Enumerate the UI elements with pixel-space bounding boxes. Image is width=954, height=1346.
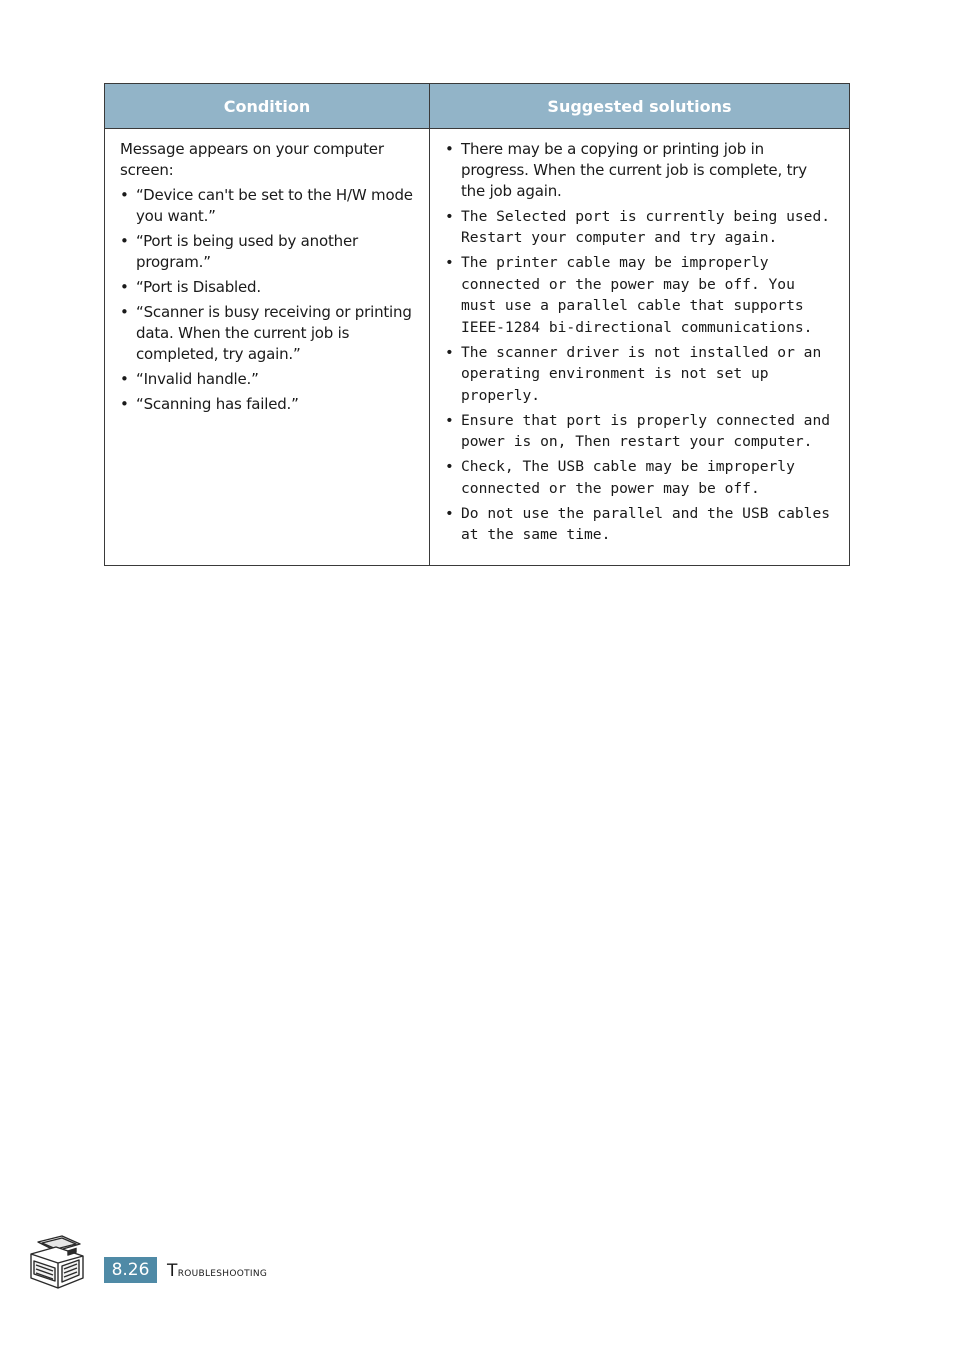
list-item: • Ensure that port is properly connected and power is on, Then restart your computer. (445, 410, 835, 453)
list-item: • The Selected port is currently being used. Restart your computer and try again. (445, 206, 835, 249)
condition-list (120, 185, 415, 415)
condition-intro: Message appears on your computer screen: (120, 140, 384, 179)
solutions-header: Suggested solutions (430, 84, 850, 129)
list-item: • Check, The USB cable may be improperly connected or the power may be off. (445, 456, 835, 499)
list-item: • “Device can't be set to the H/W mode you want.” (120, 185, 415, 227)
page-number: 8.26 (104, 1257, 157, 1283)
page-footer (28, 1232, 428, 1292)
list-item: • “Scanner is busy receiving or printing data. When the current job is completed, try again.” (120, 302, 415, 365)
condition-cell (105, 129, 430, 566)
troubleshooting-table (104, 83, 850, 566)
list-item: • Do not use the parallel and the USB cables at the same time. (445, 503, 835, 546)
solutions-cell (430, 129, 850, 566)
printer-icon (28, 1232, 86, 1290)
list-item: • There may be a copying or printing job in progress. When the current job is complete, try the job again. (445, 139, 835, 202)
solutions-list (445, 139, 835, 546)
condition-header: Condition (105, 84, 430, 129)
table-row (105, 129, 850, 566)
list-item: • The printer cable may be improperly connected or the power may be off. You must use a parallel cable that supports IEEE-1284 bi-directional communications. (445, 252, 835, 338)
table-header-row (105, 84, 850, 129)
list-item: • “Invalid handle.” (120, 369, 415, 390)
section-title: Troubleshooting (167, 1261, 268, 1281)
list-item: • “Port is Disabled. (120, 277, 415, 298)
list-item: • The scanner driver is not installed or an operating environment is not set up properly. (445, 342, 835, 407)
list-item: • “Scanning has failed.” (120, 394, 415, 415)
list-item: • “Port is being used by another program.” (120, 231, 415, 273)
